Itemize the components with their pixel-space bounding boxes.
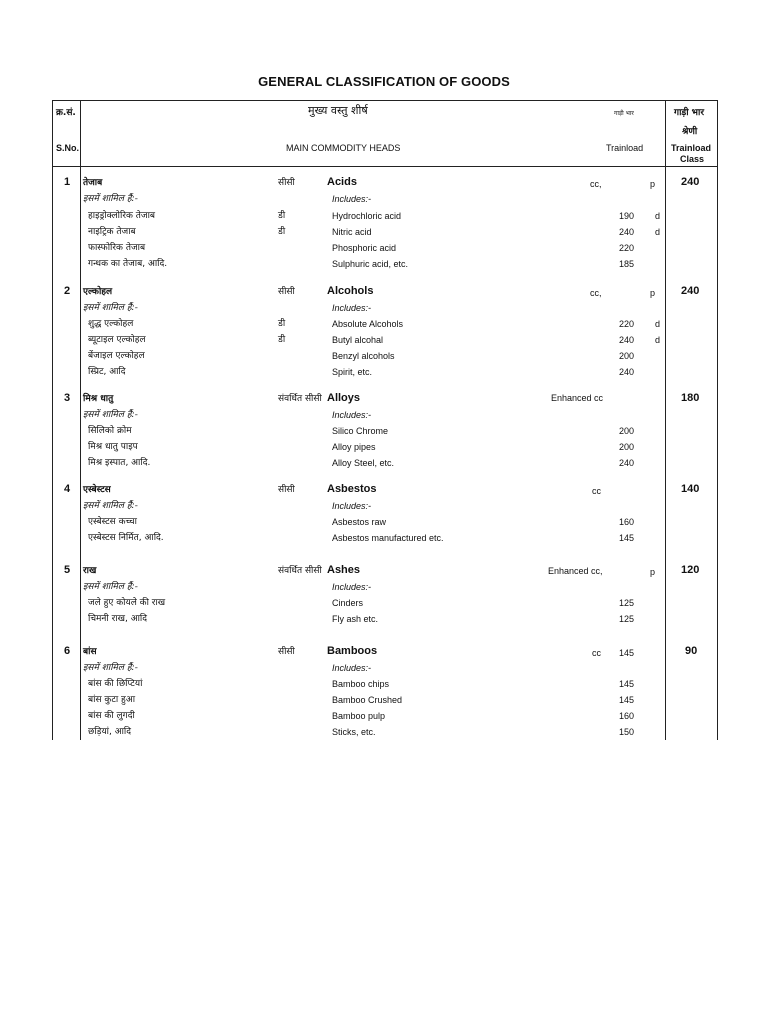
item-tag: डी: [278, 319, 286, 329]
item-value: 125: [619, 598, 635, 608]
item-english: Asbestos manufactured etc.: [332, 533, 444, 543]
item-english: Bamboo pulp: [332, 711, 386, 721]
header-class-hindi-2: श्रेणी: [682, 127, 698, 137]
group-number: 6: [64, 645, 71, 657]
item-hindi: फास्फोरिक तेजाब: [88, 243, 146, 253]
includes-english: Includes:-: [332, 194, 372, 204]
item-tag: डी: [278, 227, 286, 237]
item-english: Bamboo Crushed: [332, 695, 403, 705]
item-value: 185: [619, 259, 635, 269]
header-trainload-english: Trainload: [606, 143, 644, 153]
includes-english: Includes:-: [332, 582, 372, 592]
header-sno-hindi: क्र.सं.: [56, 108, 76, 118]
item-value: 145: [619, 679, 635, 689]
item-value: 220: [619, 319, 635, 329]
group-class-value: 140: [681, 483, 700, 495]
header-class-hindi-1: गाड़ी भार: [674, 108, 705, 118]
includes-hindi: इसमें शामिल हैं:-: [83, 663, 138, 673]
group-name-english: Alloys: [327, 392, 361, 404]
item-hindi: मिश्र धातु पाइप: [88, 442, 138, 452]
item-value: 240: [619, 335, 635, 345]
item-english: Fly ash etc.: [332, 614, 379, 624]
item-english: Bamboo chips: [332, 679, 390, 689]
item-value: 145: [619, 695, 635, 705]
group-name-hindi: मिश्र धातु: [83, 394, 114, 404]
group-p-flag: p: [650, 179, 656, 189]
item-hindi: बांस की छिप्टियां: [88, 679, 143, 689]
group-code: Enhanced cc,: [548, 566, 603, 576]
group-code: cc: [592, 648, 601, 658]
item-d-flag: d: [655, 319, 661, 329]
group-number: 3: [64, 392, 71, 404]
item-hindi: चिमनी राख, आदि: [88, 614, 148, 624]
item-value: 220: [619, 243, 635, 253]
item-value: 200: [619, 426, 635, 436]
header-trainload-hindi: गाड़ी भार: [614, 110, 634, 117]
group-name-english: Bamboos: [327, 645, 378, 657]
header-class-english-1: Trainload: [671, 143, 712, 153]
table-border-top: [52, 100, 718, 101]
header-commodity-hindi: मुख्य वस्तु शीर्ष: [308, 104, 368, 117]
item-value: 160: [619, 517, 635, 527]
table-border-left: [52, 100, 53, 740]
group-name-english: Alcohols: [327, 285, 374, 297]
includes-hindi: इसमें शामिल हैं:-: [83, 194, 138, 204]
group-tag-hindi: संवर्धित सीसी: [278, 566, 322, 576]
group-tag-hindi: सीसी: [278, 287, 295, 297]
item-value: 200: [619, 351, 635, 361]
includes-english: Includes:-: [332, 303, 372, 313]
item-english: Nitric acid: [332, 227, 372, 237]
group-class-value: 240: [681, 285, 700, 297]
item-hindi: शुद्ध एल्कोहल: [88, 319, 134, 329]
item-value: 190: [619, 211, 635, 221]
item-hindi: जले हुए कोयले की राख: [88, 598, 166, 608]
item-english: Asbestos raw: [332, 517, 387, 527]
group-tag-hindi: सीसी: [278, 178, 295, 188]
item-value: 240: [619, 227, 635, 237]
group-name-hindi: बांस: [83, 647, 97, 657]
item-value: 145: [619, 533, 635, 543]
item-value: 150: [619, 727, 635, 737]
classification-table: [52, 100, 718, 740]
column-divider-sno: [80, 100, 81, 740]
group-p-flag: p: [650, 567, 656, 577]
group-number: 5: [64, 564, 71, 576]
group-code: cc,: [590, 179, 602, 189]
item-english: Butyl alcohal: [332, 335, 384, 345]
item-hindi: मिश्र इस्पात, आदि.: [88, 458, 151, 468]
item-tag: डी: [278, 335, 286, 345]
table-border-right: [717, 100, 718, 740]
column-divider-class: [665, 100, 666, 740]
item-value: 240: [619, 367, 635, 377]
item-english: Alloy Steel, etc.: [332, 458, 395, 468]
group-class-value: 90: [685, 645, 698, 657]
group-number: 1: [64, 176, 71, 188]
group-name-hindi: एस्बेस्टस: [83, 485, 111, 495]
header-class-english-2: Class: [680, 154, 705, 164]
document-title: GENERAL CLASSIFICATION OF GOODS: [258, 74, 510, 89]
group-name-hindi: तेजाब: [83, 178, 103, 188]
item-english: Absolute Alcohols: [332, 319, 404, 329]
item-hindi: गन्धक का तेजाब, आदि.: [88, 259, 168, 269]
item-hindi: सिलिको क्रोम: [88, 426, 132, 436]
group-name-hindi: एल्कोहल: [83, 287, 113, 297]
item-d-flag: d: [655, 211, 661, 221]
item-hindi: एस्बेस्टस निर्मित, आदि.: [88, 533, 164, 543]
item-english: Benzyl alcohols: [332, 351, 395, 361]
header-divider: [52, 166, 718, 167]
item-english: Sticks, etc.: [332, 727, 376, 737]
item-value: 200: [619, 442, 635, 452]
includes-english: Includes:-: [332, 663, 372, 673]
group-tag-hindi: सीसी: [278, 485, 295, 495]
item-english: Cinders: [332, 598, 364, 608]
includes-hindi: इसमें शामिल हैं:-: [83, 501, 138, 511]
group-name-english: Asbestos: [327, 483, 377, 495]
group-tag-hindi: संवर्धित सीसी: [278, 394, 322, 404]
item-hindi: नाइट्रिक तेजाब: [88, 227, 136, 237]
item-english: Phosphoric acid: [332, 243, 397, 253]
group-name-english: Acids: [327, 176, 357, 188]
includes-hindi: इसमें शामिल हैं:-: [83, 410, 138, 420]
group-p-flag: p: [650, 288, 656, 298]
group-code: cc: [592, 486, 601, 496]
item-value: 125: [619, 614, 635, 624]
item-d-flag: d: [655, 335, 661, 345]
group-tag-hindi: सीसी: [278, 647, 295, 657]
item-english: Hydrochloric acid: [332, 211, 402, 221]
item-hindi: बांस कुटा हुआ: [88, 695, 136, 705]
item-english: Sulphuric acid, etc.: [332, 259, 409, 269]
header-sno-english: S.No.: [56, 143, 80, 153]
group-number: 2: [64, 285, 71, 297]
item-hindi: एस्बेस्टस कच्चा: [88, 517, 137, 527]
header-commodity-english: MAIN COMMODITY HEADS: [286, 143, 401, 153]
group-trainload-value: 145: [619, 648, 635, 658]
group-number: 4: [64, 483, 71, 495]
group-class-value: 120: [681, 564, 700, 576]
includes-hindi: इसमें शामिल हैं:-: [83, 303, 138, 313]
item-hindi: स्प्रिट, आदि: [88, 367, 126, 377]
includes-english: Includes:-: [332, 410, 372, 420]
group-code: Enhanced cc: [551, 393, 604, 403]
item-hindi: छड़ियां, आदि: [88, 727, 132, 737]
group-class-value: 240: [681, 176, 700, 188]
item-english: Silico Chrome: [332, 426, 389, 436]
includes-hindi: इसमें शामिल हैं:-: [83, 582, 138, 592]
item-tag: डी: [278, 211, 286, 221]
group-class-value: 180: [681, 392, 700, 404]
item-hindi: बेंजाइल एल्कोहल: [88, 351, 145, 361]
group-name-hindi: राख: [83, 566, 97, 576]
group-code: cc,: [590, 288, 602, 298]
item-d-flag: d: [655, 227, 661, 237]
item-hindi: हाइड्रोक्लोरिक तेजाब: [88, 211, 156, 221]
item-value: 240: [619, 458, 635, 468]
item-hindi: बांस की लुगदी: [88, 711, 135, 721]
group-name-english: Ashes: [327, 564, 361, 576]
item-english: Alloy pipes: [332, 442, 376, 452]
item-english: Spirit, etc.: [332, 367, 373, 377]
item-hindi: ब्यूटाइल एल्कोहल: [88, 335, 146, 345]
includes-english: Includes:-: [332, 501, 372, 511]
item-value: 160: [619, 711, 635, 721]
